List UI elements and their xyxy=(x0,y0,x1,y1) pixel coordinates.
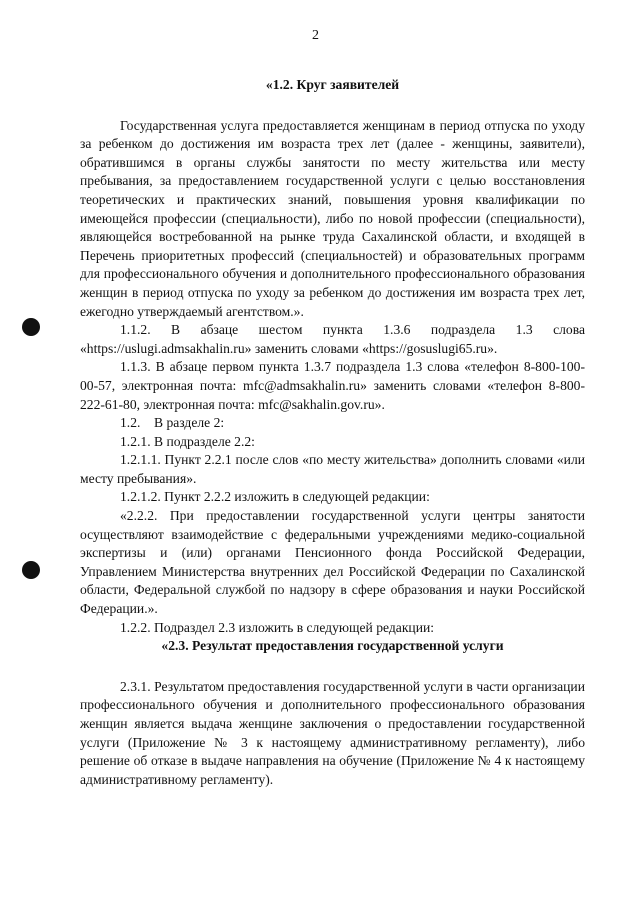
paragraph: «2.2.2. При предоставлении государственной услуги центры занятости осуществляют взаимодействие с федеральными учреждениями медико-социальной экспертизы и (или) органами Пенсионного фонда Российской Федерации, Управлением Министерства внутренних дел Российской Федерации по Сахалинской области, Федеральной службой по надзору в сфере образования и науки Российской Федерации.». xyxy=(80,508,585,617)
paragraph: Государственная услуга предоставляется женщинам в период отпуска по уходу за ребенком до достижения им возраста трех лет (далее - женщины, заявители), обратившимся в органы службы занятости по месту жительства или месту пребывания, за предоставлением государственной услуги с целью восстановления теоретических и практических знаний, повышения уровня квалификации по имеющейся профессии (специальности), либо по новой профессии (специальности), являющейся востребованной на рынке труда Сахалинской области, и входящей в Перечень приоритетных профессий (специальностей) и образовательных программ для профессионального обучения и дополнительного профессионального образования женщин в период отпуска по уходу за ребенком до достижения им возраста трех лет, ежегодно утверждаемый агентством.». xyxy=(80,117,585,319)
paragraph: 1.2.2. Подраздел 2.3 изложить в следующей редакции: xyxy=(120,619,435,635)
section-heading-1-2: «1.2. Круг заявителей xyxy=(265,77,400,92)
paragraph: 1.2.1.1. Пункт 2.2.1 после слов «по месту жительства» дополнить словами «или месту пребывания». xyxy=(80,452,585,486)
paragraph: 1.2. В разделе 2: xyxy=(120,415,225,431)
document-body xyxy=(80,76,585,789)
paragraph: 1.1.2. В абзаце шестом пункта 1.3.6 подраздела 1.3 слова «https://uslugi.admsakhalin.ru» заменить словами «https://gosuslugi65.ru». xyxy=(80,322,585,356)
paragraph: 1.1.3. В абзаце первом пункта 1.3.7 подраздела 1.3 слова «телефон 8-800-100-00-57, электронная почта: mfc@admsakhalin.ru» заменить словами «телефон 8-800-222-61-80, электронная почта: mfc@sakhalin.gov.ru». xyxy=(80,359,585,412)
binder-hole-mark xyxy=(22,318,40,336)
paragraph: 1.2.1. В подразделе 2.2: xyxy=(120,433,255,449)
section-heading-2-3: «2.3. Результат предоставления государственной услуги xyxy=(161,638,504,654)
binder-hole-mark xyxy=(22,561,40,579)
page-number: 2 xyxy=(312,28,319,43)
paragraph: 2.3.1. Результатом предоставления государственной услуги в части организации профессионального обучения и дополнительного профессионального образования женщин является выдача женщине заключения о предоставлении государственной услуги (Приложение № 3 к настоящему административному регламенту), либо решение об отказе в выдаче направления на обучение (Приложение № 4 к настоящему административному регламенту). xyxy=(80,678,585,787)
paragraph: 1.2.1.2. Пункт 2.2.2 изложить в следующей редакции: xyxy=(120,489,430,505)
